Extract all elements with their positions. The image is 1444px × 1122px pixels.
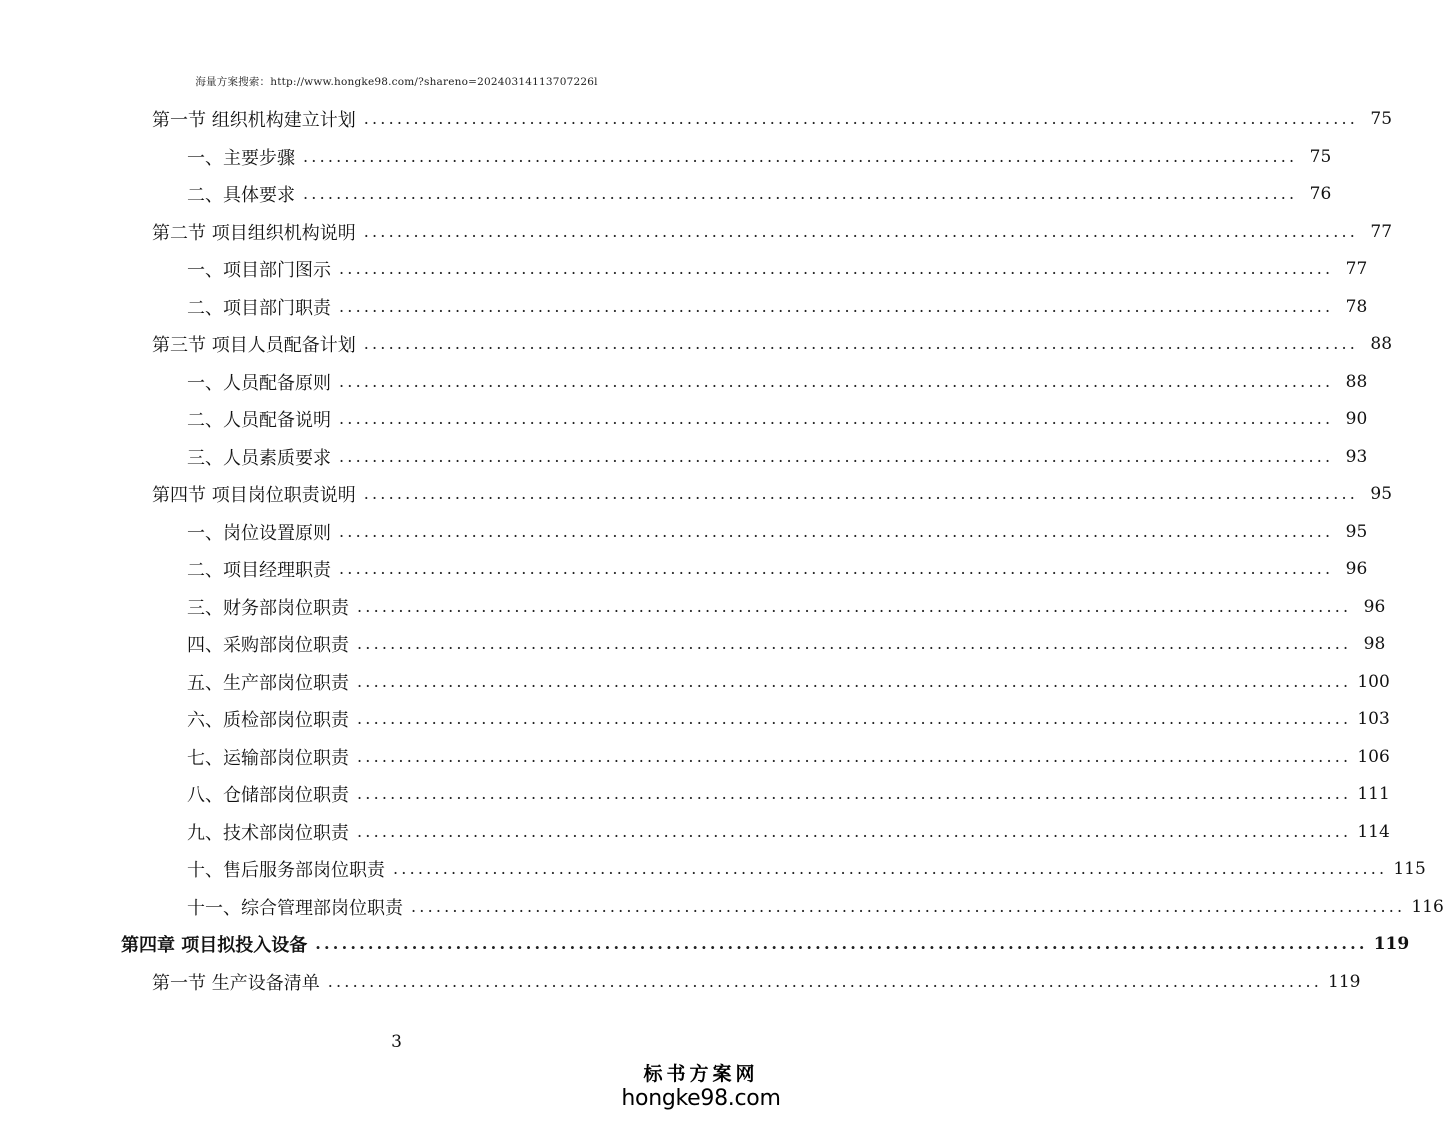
toc-entry[interactable]: [152, 101, 1393, 137]
toc-entry[interactable]: [152, 964, 1361, 1000]
toc-entry-title: 十、售后服务部岗位职责: [187, 860, 385, 881]
toc-leader-dots: ........................................................................................................................: [303, 146, 1298, 166]
toc-entry-title: 三、财务部岗位职责: [187, 597, 349, 619]
toc-leader-dots: ........................................................................................................................: [339, 409, 1334, 428]
toc-page-number: 95: [1370, 484, 1393, 504]
toc-page-number: 119: [1373, 934, 1410, 954]
toc-page-number: 106: [1357, 746, 1390, 767]
toc-entry-title: 第二节 项目组织机构说明: [152, 222, 356, 244]
toc-page-number: 115: [1393, 859, 1426, 879]
watermark-cn-text: 标书方案网: [643, 1063, 759, 1085]
toc-page-number: 88: [1370, 334, 1393, 354]
toc-entry-title: 五、生产部岗位职责: [187, 672, 349, 694]
toc-entry[interactable]: [187, 851, 1426, 887]
toc-entry[interactable]: [152, 214, 1393, 250]
toc-leader-dots: ........................................................................................................................: [357, 596, 1352, 616]
toc-entry[interactable]: [187, 439, 1368, 475]
toc-page-number: 88: [1345, 371, 1368, 392]
toc-entry-title: 九、技术部岗位职责: [187, 822, 349, 844]
toc-entry-title: 第一节 生产设备清单: [152, 972, 320, 994]
toc-entry-title: 四、采购部岗位职责: [187, 635, 349, 656]
toc-leader-dots: ........................................................................................................................: [363, 334, 1359, 353]
toc-page-number: 75: [1309, 146, 1332, 167]
toc-entry-title: 三、人员素质要求: [187, 447, 331, 469]
toc-leader-dots: ........................................................................................................................: [339, 259, 1334, 278]
toc-entry[interactable]: [187, 889, 1444, 925]
toc-entry-title: 第四章 项目拟投入设备: [121, 935, 308, 956]
toc-leader-dots: ........................................................................................................................: [357, 821, 1352, 841]
toc-page-number: 76: [1309, 184, 1332, 204]
toc-page-number: 100: [1357, 671, 1390, 692]
toc-page-number: 77: [1345, 259, 1368, 279]
toc-entry-title: 七、运输部岗位职责: [187, 747, 349, 769]
toc-entry[interactable]: [187, 776, 1390, 812]
toc-leader-dots: ........................................................................................................................: [357, 671, 1352, 691]
toc-leader-dots: ........................................................................................................................: [393, 859, 1388, 878]
toc-entry[interactable]: [152, 326, 1393, 362]
toc-entry[interactable]: [187, 289, 1368, 325]
site-watermark-logo: [621, 1062, 781, 1112]
toc-leader-dots: ........................................................................................................................: [411, 896, 1406, 916]
toc-leader-dots: ........................................................................................................................: [339, 446, 1334, 466]
toc-entry-title: 十一、综合管理部岗位职责: [187, 897, 403, 919]
toc-entry-title: 二、具体要求: [187, 185, 295, 206]
toc-entry-title: 第一节 组织机构建立计划: [152, 110, 356, 131]
toc-entry[interactable]: [187, 551, 1368, 587]
toc-page-number: 95: [1345, 521, 1368, 542]
toc-page-number: 114: [1357, 821, 1390, 842]
toc-entry[interactable]: [187, 176, 1332, 212]
toc-leader-dots: ........................................................................................................................: [357, 634, 1352, 653]
toc-entry[interactable]: [187, 139, 1332, 175]
toc-entry-title: 第三节 项目人员配备计划: [152, 335, 356, 356]
toc-page-number: 116: [1411, 896, 1444, 917]
toc-page-number: 111: [1357, 784, 1390, 804]
page-header-search-link: 海量方案搜索：http://www.hongke98.com/?shareno=20240314113707226l: [195, 76, 598, 88]
toc-leader-dots: ........................................................................................................................: [363, 221, 1359, 241]
toc-entry-title: 一、项目部门图示: [187, 260, 331, 281]
toc-entry-title: 二、项目经理职责: [187, 560, 331, 581]
toc-leader-dots: ........................................................................................................................: [339, 296, 1334, 316]
toc-entry[interactable]: [187, 814, 1390, 850]
toc-entry[interactable]: [187, 664, 1390, 700]
toc-leader-dots: ........................................................................................................................: [357, 709, 1352, 728]
toc-entry-title: 二、人员配备说明: [187, 410, 331, 431]
toc-page-number: 119: [1328, 971, 1361, 992]
toc-page-number: 96: [1363, 596, 1386, 617]
toc-leader-dots: ........................................................................................................................: [357, 784, 1352, 803]
toc-entry-title: 六、质检部岗位职责: [187, 710, 349, 731]
toc-entry[interactable]: [187, 739, 1390, 775]
toc-page-number: 96: [1345, 559, 1368, 579]
toc-page-number: 78: [1345, 296, 1368, 317]
toc-leader-dots: ........................................................................................................................: [339, 371, 1334, 391]
toc-page-number: 90: [1345, 409, 1368, 429]
toc-leader-dots: ........................................................................................................................: [303, 184, 1298, 203]
toc-entry[interactable]: [187, 626, 1386, 662]
toc-entry-title: 八、仓储部岗位职责: [187, 785, 349, 806]
toc-leader-dots: ........................................................................................................................: [363, 484, 1359, 503]
toc-entry[interactable]: [187, 701, 1390, 737]
toc-leader-dots: ........................................................................................................................: [339, 559, 1334, 578]
toc-entry-title: 一、主要步骤: [187, 147, 295, 169]
toc-entry-title: 一、人员配备原则: [187, 372, 331, 394]
toc-leader-dots: ........................................................................................................................: [357, 746, 1352, 766]
toc-page-number: 75: [1370, 109, 1393, 129]
watermark-domain-text: hongke98.com: [621, 1086, 781, 1111]
toc-page-number: 103: [1357, 709, 1390, 729]
toc-entry-title: 一、岗位设置原则: [187, 522, 331, 544]
toc-entry[interactable]: [187, 364, 1368, 400]
toc-page-number: 98: [1363, 634, 1386, 654]
toc-leader-dots: ........................................................................................................................: [315, 934, 1368, 953]
toc-entry-title: 第四节 项目岗位职责说明: [152, 485, 356, 506]
toc-leader-dots: ........................................................................................................................: [339, 521, 1334, 541]
page-number: 3: [391, 1032, 402, 1052]
toc-page-number: 93: [1345, 446, 1368, 467]
toc-entry[interactable]: [152, 476, 1393, 512]
toc-entry-title: 二、项目部门职责: [187, 297, 331, 319]
toc-page-number: 77: [1370, 221, 1393, 242]
toc-entry[interactable]: [187, 401, 1368, 437]
toc-entry[interactable]: [187, 589, 1386, 625]
toc-entry[interactable]: [187, 251, 1368, 287]
toc-leader-dots: ........................................................................................................................: [327, 971, 1323, 991]
toc-leader-dots: ........................................................................................................................: [363, 109, 1359, 128]
toc-chapter-entry[interactable]: [121, 926, 1410, 962]
toc-entry[interactable]: [187, 514, 1368, 550]
